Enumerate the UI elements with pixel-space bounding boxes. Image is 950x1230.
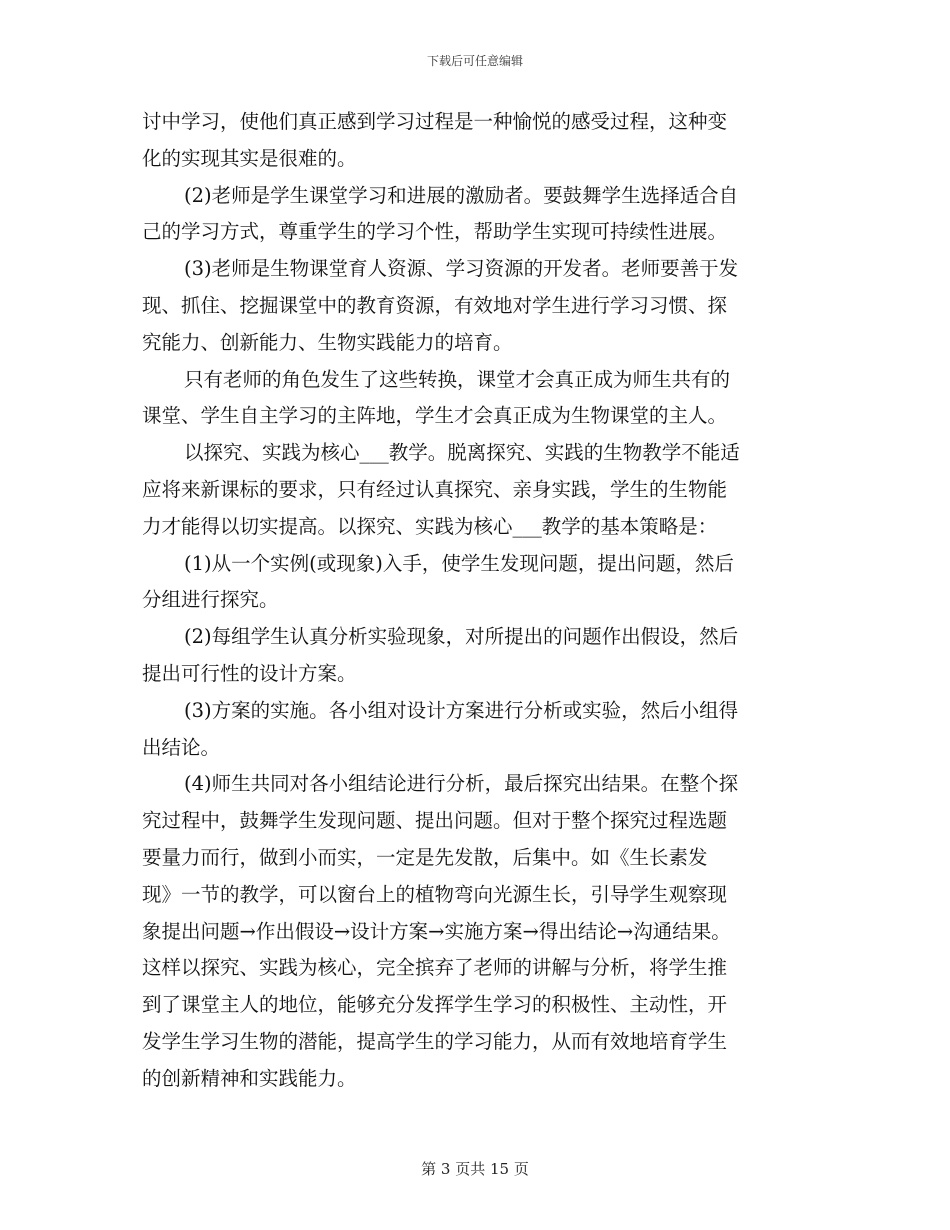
text-line: 应将来新课标的要求，只有经过认真探究、亲身实践，学生的生物能 <box>142 477 728 501</box>
page-number: 第 3 页共 15 页 <box>421 1160 529 1178</box>
text-line: (2)每组学生认真分析实验现象，对所提出的问题作出假设，然后 <box>184 625 739 649</box>
text-line: (3)老师是生物课堂育人资源、学习资源的开发者。老师要善于发 <box>184 257 739 281</box>
text-line: 只有老师的角色发生了这些转换，课堂才会真正成为师生共有的 <box>184 367 731 391</box>
text-line: 要量力而行，做到小而实，一定是先发散，后集中。如《生长素发 <box>142 845 708 869</box>
text-line: 这样以探究、实践为核心，完全摈弃了老师的讲解与分析，将学生推 <box>142 956 728 980</box>
text-line: 以探究、实践为核心___教学。脱离探究、实践的生物教学不能适 <box>184 441 740 465</box>
text-line: (4)师生共同对各小组结论进行分析，最后探究出结果。在整个探 <box>184 772 739 796</box>
text-line: 讨中学习，使他们真正感到学习过程是一种愉悦的感受过程，这种变 <box>142 110 728 133</box>
text-line: 出结论。 <box>142 735 221 759</box>
text-line: 提出可行性的设计方案。 <box>142 661 357 685</box>
text-line: 己的学习方式，尊重学生的学习个性，帮助学生实现可持续性进展。 <box>142 220 728 244</box>
text-line: 到了课堂主人的地位，能够充分发挥学生学习的积极性、主动性，开 <box>142 993 728 1017</box>
text-line: (3)方案的实施。各小组对设计方案进行分析或实验，然后小组得 <box>184 698 739 722</box>
page-header-note: 下载后可任意编辑 <box>426 54 523 68</box>
text-line: 究过程中，鼓舞学生发现问题、提出问题。但对于整个探究过程选题 <box>142 809 728 833</box>
document-body <box>142 104 808 1098</box>
text-line: 究能力、创新能力、生物实践能力的培育。 <box>142 330 513 354</box>
text-line: 力才能得以切实提高。以探究、实践为核心___教学的基本策略是： <box>142 514 718 538</box>
text-line: 发学生学习生物的潜能，提高学生的学习能力，从而有效地培育学生 <box>142 1029 728 1053</box>
text-line: 分组进行探究。 <box>142 588 279 612</box>
text-line: (1)从一个实例(或现象)入手，使学生发现问题，提出问题，然后 <box>184 551 734 575</box>
text-line: 课堂、学生自主学习的主阵地，学生才会真正成为生物课堂的主人。 <box>142 404 728 428</box>
text-line: 现、抓住、挖掘课堂中的教育资源，有效地对学生进行学习习惯、探 <box>142 293 728 317</box>
text-line: 现》一节的教学，可以窗台上的植物弯向光源生长，引导学生观察现 <box>142 882 728 906</box>
text-line: 化的实现其实是很难的。 <box>142 146 357 170</box>
text-line: (2)老师是学生课堂学习和进展的激励者。要鼓舞学生选择适合自 <box>184 183 739 207</box>
text-line: 象提出问题→作出假设→设计方案→实施方案→得出结论→沟通结果。 <box>142 919 731 943</box>
text-line: 的创新精神和实践能力。 <box>142 1066 357 1090</box>
